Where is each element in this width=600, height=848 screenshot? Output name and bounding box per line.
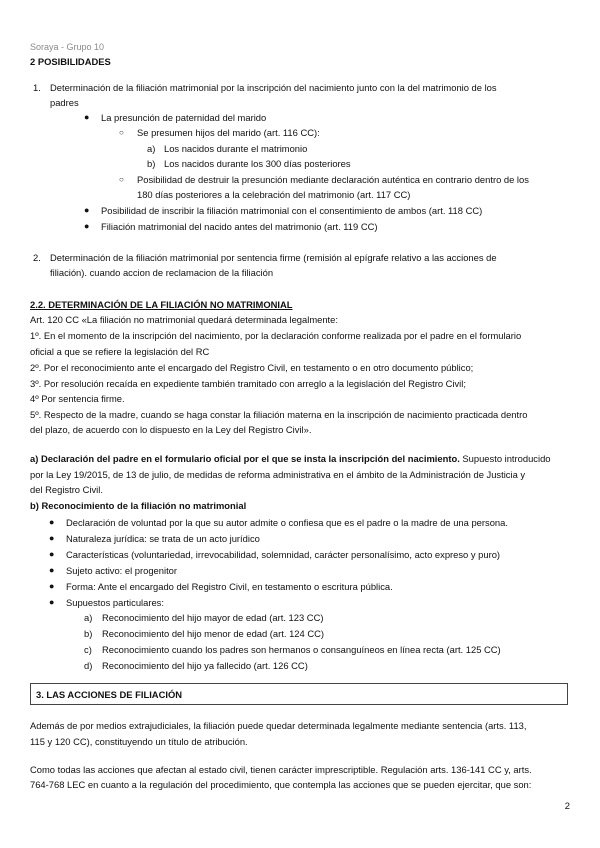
page-number: 2 bbox=[564, 800, 570, 811]
subsection-title-reconocimiento: b) Reconocimiento de la filiación no matrimonial bbox=[30, 500, 247, 511]
bullet-text: Posibilidad de destruir la presunción mediante declaración auténtica en contrario dentro de los bbox=[137, 174, 529, 185]
paragraph-line: del plazo, de acuerdo con lo dispuesto en la Ley del Registro Civil». bbox=[30, 424, 312, 435]
bullet-icon: ● bbox=[49, 581, 55, 591]
bullet-text: Filiación matrimonial del nacido antes del matrimonio (art. 119 CC) bbox=[101, 221, 378, 232]
paragraph-line: 4º Por sentencia firme. bbox=[30, 393, 125, 404]
bullet-icon: ● bbox=[84, 205, 90, 215]
bullet-text: Sujeto activo: el progenitor bbox=[66, 565, 178, 576]
paragraph-line: Art. 120 CC «La filiación no matrimonial quedará determinada legalmente: bbox=[30, 314, 338, 325]
bullet-text: Supuestos particulares: bbox=[66, 597, 164, 608]
list-item-text: padres bbox=[50, 97, 79, 108]
sub-text: Los nacidos durante los 300 días posteriores bbox=[164, 158, 351, 169]
list-number: 1. bbox=[33, 82, 41, 93]
sub-text: Reconocimiento del hijo mayor de edad (art. 123 CC) bbox=[102, 612, 324, 623]
bullet-text: Posibilidad de inscribir la filiación matrimonial con el consentimiento de ambos (art. 118 CC) bbox=[101, 205, 483, 216]
section-title-no-matrimonial: 2.2. DETERMINACIÓN DE LA FILIACIÓN NO MATRIMONIAL bbox=[30, 299, 293, 310]
bullet-text: 180 días posteriores a la celebración del matrimonio (art. 117 CC) bbox=[137, 189, 411, 200]
bullet-icon: ● bbox=[84, 221, 90, 231]
sub-text: Los nacidos durante el matrimonio bbox=[164, 143, 308, 154]
list-item-text: filiación). cuando accion de reclamacion de la filiación bbox=[50, 267, 274, 278]
bullet-icon: ● bbox=[49, 533, 55, 543]
paragraph-line: 5º. Respecto de la madre, cuando se haga constar la filiación materna en la inscripción de nacimiento practicada dentro bbox=[30, 409, 528, 420]
sub-label: b) bbox=[147, 158, 156, 169]
bullet-text: La presunción de paternidad del marido bbox=[101, 112, 267, 123]
bullet-icon: ● bbox=[49, 549, 55, 559]
paragraph-line: 2º. Por el reconocimiento ante el encargado del Registro Civil, en testamento o en otro documento público; bbox=[30, 362, 474, 373]
sub-text: Reconocimiento del hijo ya fallecido (art. 126 CC) bbox=[102, 660, 308, 671]
sub-text: Reconocimiento del hijo menor de edad (art. 124 CC) bbox=[102, 628, 324, 639]
section-title-posibilidades: 2 POSIBILIDADES bbox=[30, 56, 111, 67]
bullet-icon: ● bbox=[49, 565, 55, 575]
circle-bullet-icon: ○ bbox=[119, 175, 124, 184]
paragraph-line: del Registro Civil. bbox=[30, 484, 103, 495]
paragraph-a-rest: Supuesto introducido bbox=[459, 453, 551, 464]
section-title-box bbox=[30, 683, 568, 705]
paragraph-line: oficial a que se refiere la legislación del RC bbox=[30, 346, 210, 357]
bullet-text: Declaración de voluntad por la que su autor admite o confiesa que es el padre o la madre de una persona. bbox=[66, 517, 508, 528]
sub-label: a) bbox=[147, 143, 156, 154]
sub-label: b) bbox=[84, 628, 93, 639]
bullet-text: Naturaleza jurídica: se trata de un acto jurídico bbox=[66, 533, 260, 544]
paragraph-a bbox=[30, 451, 551, 466]
sub-label: c) bbox=[84, 644, 92, 655]
bullet-icon: ● bbox=[49, 597, 55, 607]
paragraph-line: 1º. En el momento de la inscripción del nacimiento, por la declaración conforme realizada por el padre en el formulario bbox=[30, 330, 522, 341]
section-title-acciones: 3. LAS ACCIONES DE FILIACIÓN bbox=[36, 689, 183, 700]
bullet-icon: ● bbox=[84, 112, 90, 122]
paragraph-a-bold: a) Declaración del padre en el formulario oficial por el que se insta la inscripción del nacimiento. bbox=[30, 453, 460, 464]
list-item-text: Determinación de la filiación matrimonial por sentencia firme (remisión al epígrafe relativo a las acciones de bbox=[50, 252, 497, 263]
paragraph-line: 764-768 LEC en cuanto a la regulación del procedimiento, que contempla las acciones que se pueden ejercitar, que son: bbox=[30, 779, 532, 790]
paragraph-line: 3º. Por resolución recaída en expediente también tramitado con arreglo a la legislación del Registro Civil; bbox=[30, 378, 466, 389]
running-head: Soraya - Grupo 10 bbox=[30, 42, 105, 52]
paragraph-line: Como todas las acciones que afectan al estado civil, tienen carácter imprescriptible. Regulación arts. 136-141 CC y, arts. bbox=[30, 764, 532, 775]
bullet-text: Características (voluntariedad, irrevocabilidad, solemnidad, carácter personalísimo, acto expreso y puro) bbox=[66, 549, 501, 560]
paragraph-line: Además de por medios extrajudiciales, la filiación puede quedar determinada legalmente mediante sentencia (arts. 113, bbox=[30, 720, 527, 731]
sub-label: a) bbox=[84, 612, 93, 623]
circle-bullet-icon: ○ bbox=[119, 128, 124, 137]
paragraph-line: 115 y 120 CC), constituyendo un título de atribución. bbox=[30, 736, 248, 747]
list-item-text: Determinación de la filiación matrimonial por la inscripción del nacimiento junto con la del matrimonio de los bbox=[50, 82, 497, 93]
sub-text: Reconocimiento cuando los padres son hermanos o consanguíneos en línea recta (art. 125 CC) bbox=[102, 644, 501, 655]
bullet-text: Se presumen hijos del marido (art. 116 CC): bbox=[137, 127, 320, 138]
bullet-text: Forma: Ante el encargado del Registro Civil, en testamento o escritura pública. bbox=[66, 581, 393, 592]
paragraph-line: por la Ley 19/2015, de 13 de julio, de medidas de reforma administrativa en el ámbito de la Administración de Justicia y bbox=[30, 469, 526, 480]
list-number: 2. bbox=[33, 252, 41, 263]
bullet-icon: ● bbox=[49, 517, 55, 527]
sub-label: d) bbox=[84, 660, 93, 671]
